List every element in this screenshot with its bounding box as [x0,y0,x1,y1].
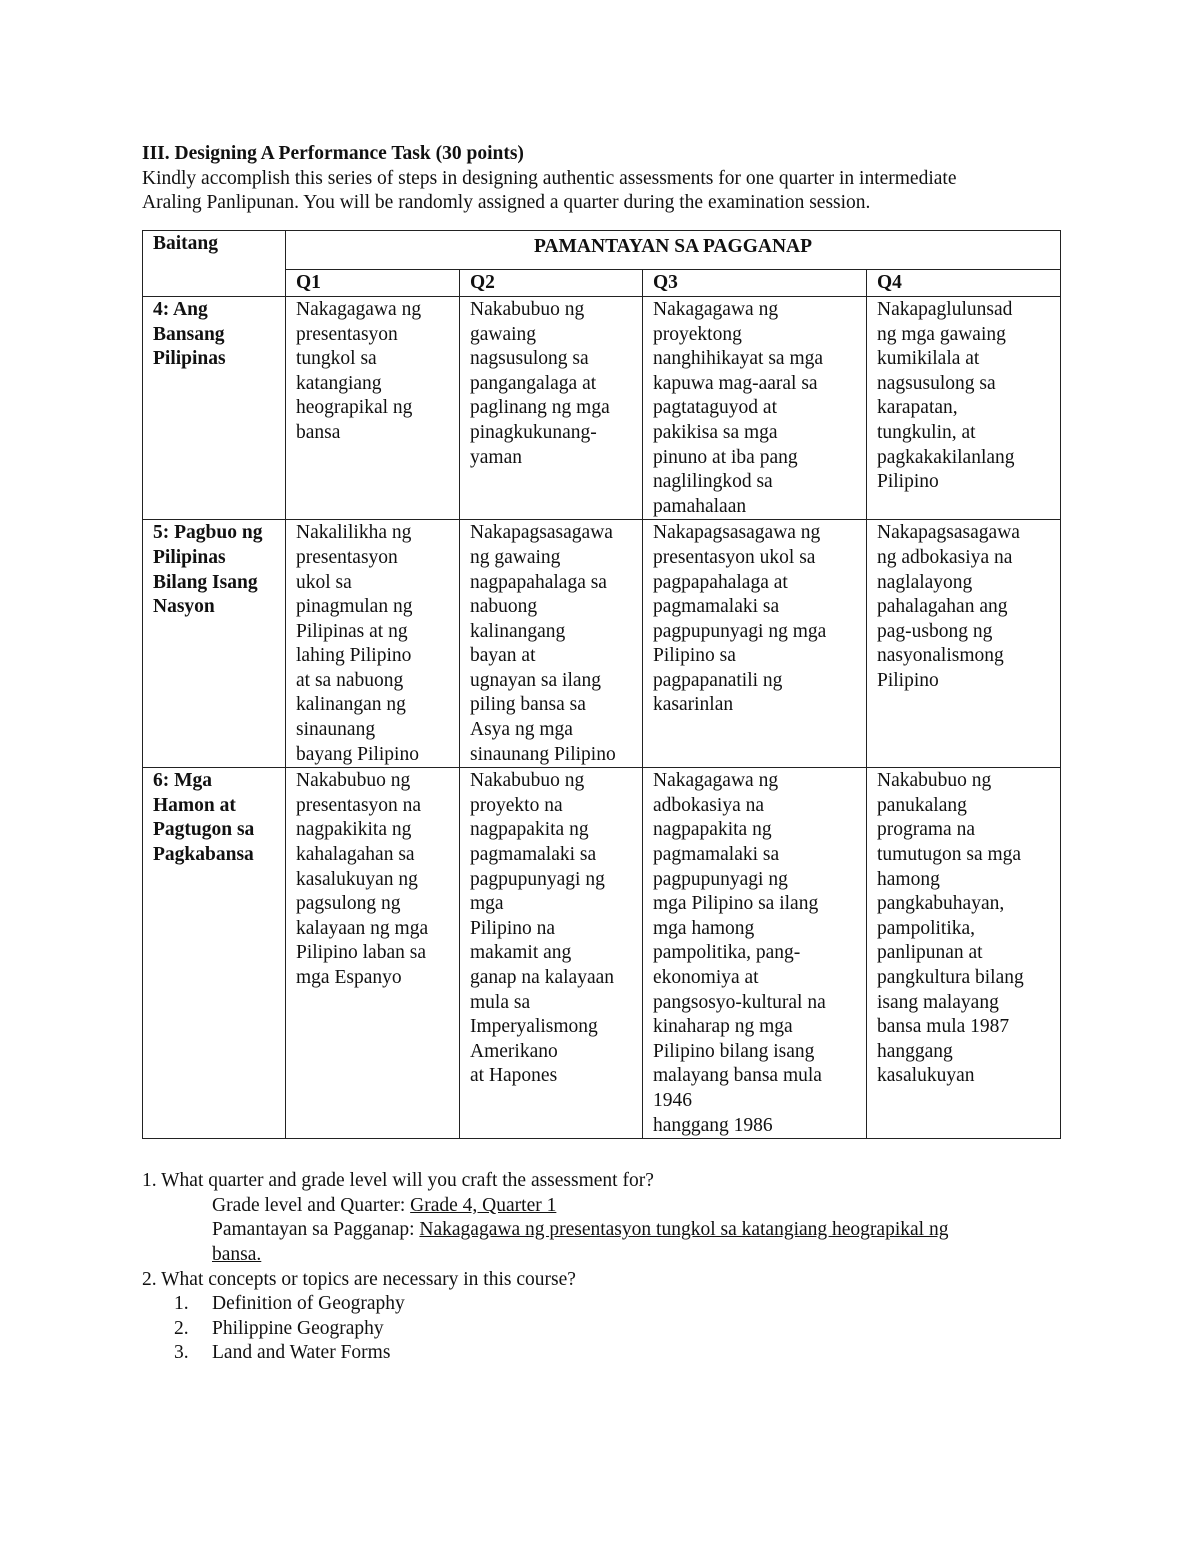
standard-cell-line: nagsusulong sa [470,348,589,370]
standard-cell-line: Pilipino [877,471,939,493]
standard-cell-line: naglalayong [877,571,973,593]
standard-cell-line: presentasyon [296,323,398,345]
standard-cell-line: presentasyon ukol sa [653,546,816,568]
pamantayan-line-2 [142,1243,1062,1268]
standard-cell-line: pampolitika, pang- [653,942,801,964]
standard-cell-line: pagpupunyagi ng [470,868,605,890]
pamantayan-line [142,1218,1062,1243]
standard-cell-line: bayan at [470,645,536,667]
standard-cell-q2 [460,296,643,519]
standard-cell-line: sinaunang [296,719,376,741]
standard-cell-line: naglilingkod sa [653,471,773,493]
grade-cell-line: 4: Ang [153,298,208,320]
standard-cell-line: Nakagagawa ng [296,298,422,320]
grade-cell-line: Bilang Isang [153,571,258,593]
standard-cell-line: mga Pilipino sa ilang [653,893,819,915]
standard-cell-line: malayang bansa mula [653,1065,822,1087]
questions-section [142,1169,1062,1366]
standard-cell-line: proyektong [653,323,742,345]
grade-cell-line: Pilipinas [153,546,226,568]
standard-cell-q3 [643,768,867,1139]
standard-cell-line: kalinangang [470,620,566,642]
standard-cell-line: ugnayan sa ilang [470,669,602,691]
standard-cell-line: makamit ang [470,942,572,964]
standard-cell-line: Nakapagsasagawa [470,522,613,544]
standard-cell-line: adbokasiya na [653,794,765,816]
standard-cell-line: pagpupunyagi ng [653,868,788,890]
standard-cell-line: pagpapanatili ng [653,669,783,691]
standard-cell-line: kalayaan ng mga [296,917,429,939]
standard-cell-line: Pilipino laban sa [296,942,426,964]
standard-cell-line: Amerikano [470,1040,558,1062]
standard-cell-line: Pilipinas at ng [296,620,408,642]
standard-cell-line: kasalukuyan ng [296,868,418,890]
standard-cell-line: pagkakakilanlang [877,446,1015,468]
grade-cell-line: 6: Mga [153,770,213,792]
standard-cell-line: gawaing [470,323,537,345]
standard-cell-line: panukalang [877,794,967,816]
pamantayan-value-2: bansa. [212,1243,262,1265]
standard-cell-line: kapuwa mag-aaral sa [653,372,818,394]
standard-cell-line: Nakabubuo ng [296,770,411,792]
standard-cell-line: lahing Pilipino [296,645,412,667]
standard-cell-q1 [286,768,460,1139]
standard-cell-line: ng adbokasiya na [877,546,1013,568]
standard-cell-line: kasarinlan [653,694,734,716]
quarter-header-q1: Q1 [286,270,460,297]
list-item-number: 1. [174,1293,189,1315]
list-item-label: Definition of Geography [212,1293,405,1315]
quarter-header-q3: Q3 [643,270,867,297]
standard-cell-line: programa na [877,819,975,841]
standard-cell-line: Nakalilikha ng [296,522,412,544]
table-row [143,768,1061,1139]
list-item-number: 2. [174,1317,189,1339]
standard-cell-line: kalinangan ng [296,694,406,716]
grade-cell-line: Pagtugon sa [153,819,255,841]
list-item [142,1292,1062,1317]
standard-cell-line: Pilipino bilang isang [653,1040,815,1062]
standard-cell-line: pampolitika, [877,917,976,939]
standard-cell-line: Nakabubuo ng [470,770,585,792]
standard-cell-line: pinagmulan ng [296,596,413,618]
question-2: 2. What concepts or topics are necessary in this course? [142,1268,576,1290]
quarter-header-q2: Q2 [460,270,643,297]
standard-cell-line: Nakapaglulunsad [877,298,1013,320]
standard-cell-line: bansa [296,421,341,443]
standard-cell-line: ng gawaing [470,546,561,568]
table-row [143,520,1061,768]
standard-cell-line: pamahalaan [653,495,747,517]
standard-cell-line: pagpupunyagi ng mga [653,620,827,642]
standard-cell-line: Nakagagawa ng [653,770,779,792]
standard-cell-q2 [460,520,643,768]
standard-cell-line: 1946 [653,1089,692,1111]
standard-cell-line: yaman [470,446,522,468]
standard-cell-line: karapatan, [877,397,958,419]
standard-cell-q4 [867,296,1061,519]
standard-cell-line: hanggang 1986 [653,1114,773,1136]
grade-cell-line: Bansang [153,323,225,345]
standard-cell-line: bansa mula 1987 [877,1016,1010,1038]
standard-cell-line: pagtataguyod at [653,397,777,419]
grade-cell-line: Nasyon [153,596,215,618]
grade-level-line [142,1194,1062,1219]
standard-cell-line: Nakabubuo ng [470,298,585,320]
standard-cell-line: mga hamong [653,917,755,939]
standard-cell-line: sinaunang Pilipino [470,743,616,765]
grade-cell-line: Hamon at [153,794,236,816]
quarter-header-q4: Q4 [867,270,1061,297]
table-row [143,296,1061,519]
grade-level-value: Grade 4, Quarter 1 [410,1194,557,1216]
standard-cell-line: Pilipino [877,669,939,691]
standard-cell-q3 [643,296,867,519]
standard-cell-line: pangkabuhayan, [877,893,1005,915]
list-item [142,1317,1062,1342]
standard-cell-line: nabuong [470,596,538,618]
standard-cell-line: kinaharap ng mga [653,1016,793,1038]
standard-cell-q1 [286,520,460,768]
grade-cell [143,520,286,768]
standard-cell-line: pangkultura bilang [877,967,1024,988]
grade-cell-line: Pilipinas [153,348,226,370]
standard-cell-line: kumikilala at [877,348,980,370]
standard-cell-line: nagpapahalaga sa [470,571,607,593]
table-body [143,296,1061,1138]
standard-cell-line: ukol sa [296,571,352,593]
standard-cell-line: hanggang [877,1040,953,1062]
intro-line-2: Araling Panlipunan. You will be randomly assigned a quarter during the examination session. [142,192,871,214]
standard-cell-line: isang malayang [877,991,999,1013]
standard-cell-q3 [643,520,867,768]
standard-cell-line: presentasyon na [296,794,422,816]
standard-cell-line: ganap na kalayaan [470,967,615,988]
standard-cell-line: nasyonalismong [877,645,1004,667]
intro-line-1: Kindly accomplish this series of steps in designing authentic assessments for one quarter in intermediate [142,167,957,189]
standard-cell-line: pagpapahalaga at [653,571,788,593]
standard-cell-line: nanghihikayat sa mga [653,348,824,370]
standard-cell-line: pangsosyo-kultural na [653,991,826,1013]
standard-cell-line: kahalagahan sa [296,844,415,866]
standard-cell-line: pagmamalaki sa [470,844,597,866]
standard-cell-line: nagpapakita ng [653,819,772,841]
standard-cell-line: Nakagagawa ng [653,298,779,320]
standard-cell-line: at sa nabuong [296,669,404,691]
standard-cell-line: kasalukuyan [877,1065,975,1087]
grade-level-label: Grade level and Quarter: [212,1194,411,1216]
standard-cell-line: Nakapagsasagawa ng [653,522,821,544]
standard-cell-line: Imperyalismong [470,1016,598,1038]
pamantayan-header: PAMANTAYAN SA PAGGANAP [286,230,1061,270]
standard-cell-line: pagmamalaki sa [653,596,780,618]
standard-cell-line: tungkol sa [296,348,377,370]
standard-cell-line: nagsusulong sa [877,372,996,394]
pamantayan-label: Pamantayan sa Pagganap: [212,1219,420,1241]
standard-cell-line: pinagkukunang- [470,421,597,443]
list-item-number: 3. [174,1342,189,1364]
standard-cell-line: katangiang [296,372,382,394]
standard-cell-line: hamong [877,868,940,890]
standard-cell-line: mula sa [470,991,531,1013]
standard-cell-line: Nakabubuo ng [877,770,992,792]
standard-cell-line: nagpakikita ng [296,819,412,841]
standard-cell-line: tumutugon sa mga [877,844,1022,866]
document-page [142,142,1062,1366]
standard-cell-line: Asya ng mga [470,719,573,741]
grade-cell [143,768,286,1139]
grade-cell-line: Pagkabansa [153,844,254,866]
standard-cell-line: panlipunan at [877,942,983,964]
standard-cell-line: tungkulin, at [877,421,976,443]
standard-cell-line: Pilipino na [470,917,556,939]
standard-cell-q1 [286,296,460,519]
standard-cell-line: proyekto na [470,794,563,816]
grade-cell-line: 5: Pagbuo ng [153,522,263,544]
question-1: 1. What quarter and grade level will you craft the assessment for? [142,1170,654,1192]
standard-cell-line: Nakapagsasagawa [877,522,1020,544]
standard-cell-line: piling bansa sa [470,694,586,716]
standard-cell-line: presentasyon [296,546,398,568]
standard-cell-line: mga Espanyo [296,967,402,988]
standard-cell-line: heograpikal ng [296,397,413,419]
standard-cell-line: at Hapones [470,1065,558,1087]
standard-cell-line: ng mga gawaing [877,323,1006,345]
baitang-header: Baitang [143,230,286,296]
standard-cell-line: pinuno at iba pang [653,446,798,468]
standard-cell-line: mga [470,893,504,915]
standard-cell-line: bayang Pilipino [296,743,419,765]
list-item [142,1341,1062,1366]
standard-cell-line: pakikisa sa mga [653,421,778,443]
standards-table [142,230,1061,1139]
standard-cell-q2 [460,768,643,1139]
topics-list [142,1292,1062,1366]
standard-cell-line: pagsulong ng [296,893,401,915]
standard-cell-line: pagmamalaki sa [653,844,780,866]
standard-cell-line: pangangalaga at [470,372,597,394]
standard-cell-line: paglinang ng mga [470,397,610,419]
standard-cell-q4 [867,768,1061,1139]
pamantayan-value-1: Nakagagawa ng presentasyon tungkol sa katangiang heograpikal ng [419,1219,949,1241]
standard-cell-line: pag-usbong ng [877,620,993,642]
standard-cell-line: pahalagahan ang [877,596,1008,618]
section-heading: III. Designing A Performance Task (30 points) [142,143,524,164]
standard-cell-q4 [867,520,1061,768]
standard-cell-line: ekonomiya at [653,967,759,988]
list-item-label: Land and Water Forms [212,1342,391,1364]
grade-cell [143,296,286,519]
standard-cell-line: Pilipino sa [653,645,736,667]
list-item-label: Philippine Geography [212,1317,384,1339]
standard-cell-line: nagpapakita ng [470,819,589,841]
